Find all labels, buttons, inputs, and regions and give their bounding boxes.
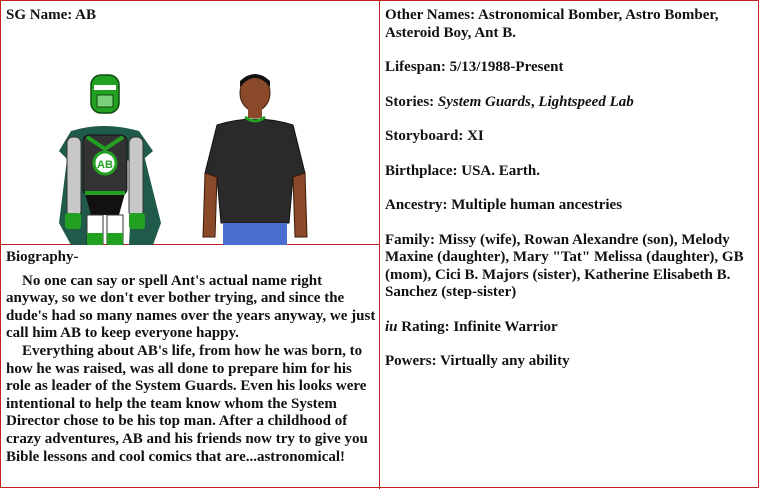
rating <box>385 319 757 337</box>
story-lightspeed-lab: Lightspeed Lab <box>538 93 634 110</box>
column-divider <box>379 1 380 489</box>
birthplace: Birthplace: USA. Earth. <box>385 162 540 179</box>
biography-heading: Biography- <box>6 249 79 265</box>
rating-text: Rating: Infinite Warrior <box>397 318 558 335</box>
biography-paragraph: Everything about AB's life, from how he was born, to how he was raised, was all done to prepare him for his role as leader of the System Guards. Even his looks were intentional to help the team know whom the System Director chose to be his top man. After a childhood of crazy adventures, AB and his friends now try to give you Bible lessons and cool comics that are...astronomical! <box>6 342 368 465</box>
sg-name: SG Name: AB <box>6 7 96 23</box>
story-system-guards: System Guards <box>437 93 531 110</box>
family: Family: Missy (wife), Rowan Alexandre (son), Melody Maxine (daughter), Mary "Tat" Melissa (daughter), GB (mom), Cici B. Majors (sister), Katherine Elisabeth B. Sanchez (step-sister) <box>385 231 744 300</box>
lifespan: Lifespan: 5/13/1988-Present <box>385 59 564 75</box>
stories-separator: , <box>530 93 539 110</box>
biography-paragraph: No one can say or spell Ant's actual name right anyway, so we don't ever bother trying, and since the dude's had so many names over the years anyway, we just call him AB to keep everyone happy. <box>6 272 376 342</box>
storyboard: Storyboard: XI <box>385 128 484 144</box>
powers: Powers: Virtually any ability <box>385 353 570 369</box>
biography <box>6 249 376 466</box>
stories <box>385 94 757 112</box>
emblem-text: AB <box>97 159 113 171</box>
character-details <box>385 7 757 388</box>
civilian-figure <box>203 74 307 245</box>
ancestry: Ancestry: Multiple human ancestries <box>385 197 623 213</box>
character-illustration <box>41 73 341 245</box>
rating-prefix: iu <box>385 318 398 335</box>
hero-figure <box>59 75 161 245</box>
stories-label: Stories: <box>385 93 438 110</box>
other-names: Other Names: Astronomical Bomber, Astro Bomber, Asteroid Boy, Ant B. <box>385 7 719 41</box>
